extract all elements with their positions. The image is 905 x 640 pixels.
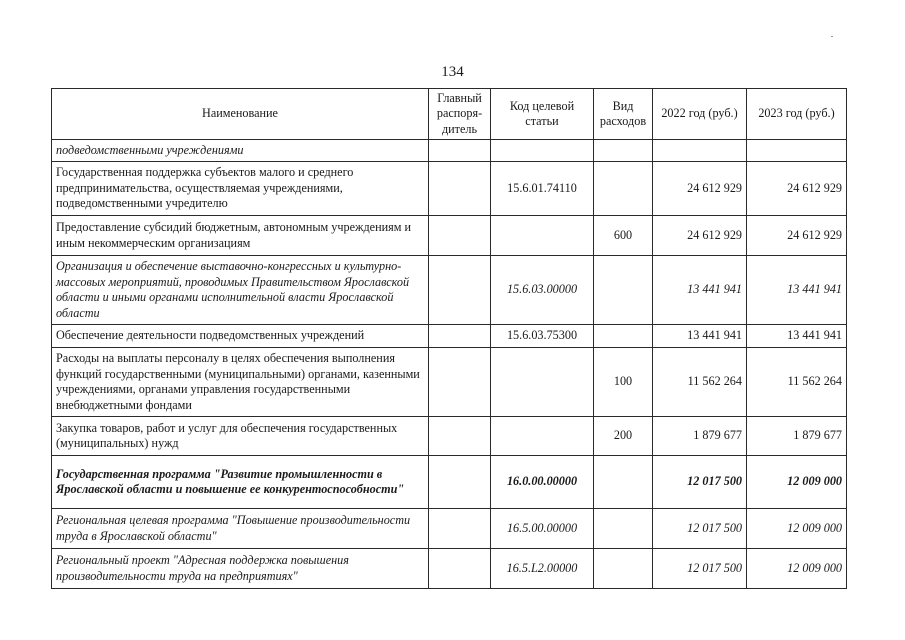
header-2022: 2022 год (руб.) <box>653 89 747 140</box>
row-admin <box>429 456 491 509</box>
row-2023: 12 009 000 <box>747 549 847 589</box>
row-admin <box>429 256 491 325</box>
row-name: Расходы на выплаты персоналу в целях обеспечения выполнения функций государственными (муниципальными) органами, казенными учреждениями, органами управления государственными внебюджетными фондами <box>52 348 429 417</box>
row-name: Региональный проект "Адресная поддержка повышения производительности труда на предприятиях" <box>52 549 429 589</box>
row-code: 16.0.00.00000 <box>491 456 594 509</box>
table-header-row <box>52 89 847 140</box>
row-admin <box>429 509 491 549</box>
row-admin <box>429 348 491 417</box>
row-code <box>491 348 594 417</box>
row-code <box>491 417 594 456</box>
row-admin <box>429 140 491 162</box>
row-2023: 24 612 929 <box>747 162 847 216</box>
row-2022: 1 879 677 <box>653 417 747 456</box>
header-vid: Вид расходов <box>594 89 653 140</box>
row-name: Организация и обеспечение выставочно-конгрессных и культурно-массовых мероприятий, проводимых Правительством Ярославской области и иными органами исполнительной власти Ярославской области <box>52 256 429 325</box>
table-row <box>52 140 847 162</box>
row-2023: 11 562 264 <box>747 348 847 417</box>
scan-mark <box>831 36 833 37</box>
row-2023: 1 879 677 <box>747 417 847 456</box>
header-admin: Главный распоря-дитель <box>429 89 491 140</box>
row-code: 16.5.00.00000 <box>491 509 594 549</box>
row-name: Региональная целевая программа "Повышение производительности труда в Ярославской области" <box>52 509 429 549</box>
row-vid: 100 <box>594 348 653 417</box>
row-admin <box>429 549 491 589</box>
row-2023: 13 441 941 <box>747 256 847 325</box>
row-code: 15.6.01.74110 <box>491 162 594 216</box>
row-vid <box>594 456 653 509</box>
row-vid <box>594 256 653 325</box>
row-vid: 200 <box>594 417 653 456</box>
table-row <box>52 417 847 456</box>
row-2022: 24 612 929 <box>653 162 747 216</box>
table-row <box>52 256 847 325</box>
row-vid: 600 <box>594 216 653 256</box>
table-row <box>52 456 847 509</box>
row-vid <box>594 162 653 216</box>
row-2023: 12 009 000 <box>747 456 847 509</box>
row-admin <box>429 417 491 456</box>
header-name: Наименование <box>52 89 429 140</box>
row-vid <box>594 509 653 549</box>
budget-table <box>51 88 847 589</box>
row-2022: 12 017 500 <box>653 509 747 549</box>
row-2023: 12 009 000 <box>747 509 847 549</box>
row-code <box>491 140 594 162</box>
row-name: подведомственными учреждениями <box>52 140 429 162</box>
table-row <box>52 509 847 549</box>
row-code: 15.6.03.75300 <box>491 325 594 348</box>
page-number: 134 <box>441 64 464 80</box>
row-2022: 11 562 264 <box>653 348 747 417</box>
row-admin <box>429 325 491 348</box>
table-row <box>52 348 847 417</box>
row-code: 15.6.03.00000 <box>491 256 594 325</box>
row-2022: 12 017 500 <box>653 549 747 589</box>
row-admin <box>429 216 491 256</box>
row-2022: 24 612 929 <box>653 216 747 256</box>
row-code <box>491 216 594 256</box>
table-row <box>52 325 847 348</box>
row-2022: 13 441 941 <box>653 256 747 325</box>
header-code: Код целевой статьи <box>491 89 594 140</box>
row-2023: 13 441 941 <box>747 325 847 348</box>
row-name: Предоставление субсидий бюджетным, автономным учреждениям и иным некоммерческим организациям <box>52 216 429 256</box>
row-vid <box>594 325 653 348</box>
row-name: Государственная программа "Развитие промышленности в Ярославской области и повышение ее конкурентоспособности" <box>52 456 429 509</box>
row-vid <box>594 140 653 162</box>
table-row <box>52 162 847 216</box>
table-row <box>52 549 847 589</box>
row-admin <box>429 162 491 216</box>
row-name: Обеспечение деятельности подведомственных учреждений <box>52 325 429 348</box>
row-name: Закупка товаров, работ и услуг для обеспечения государственных (муниципальных) нужд <box>52 417 429 456</box>
row-2022: 12 017 500 <box>653 456 747 509</box>
header-2023: 2023 год (руб.) <box>747 89 847 140</box>
row-name: Государственная поддержка субъектов малого и среднего предпринимательства, осуществляемая учреждениями, подведомственными учредителю <box>52 162 429 216</box>
row-code: 16.5.L2.00000 <box>491 549 594 589</box>
row-2023 <box>747 140 847 162</box>
table-row <box>52 216 847 256</box>
row-vid <box>594 549 653 589</box>
row-2022 <box>653 140 747 162</box>
row-2023: 24 612 929 <box>747 216 847 256</box>
row-2022: 13 441 941 <box>653 325 747 348</box>
